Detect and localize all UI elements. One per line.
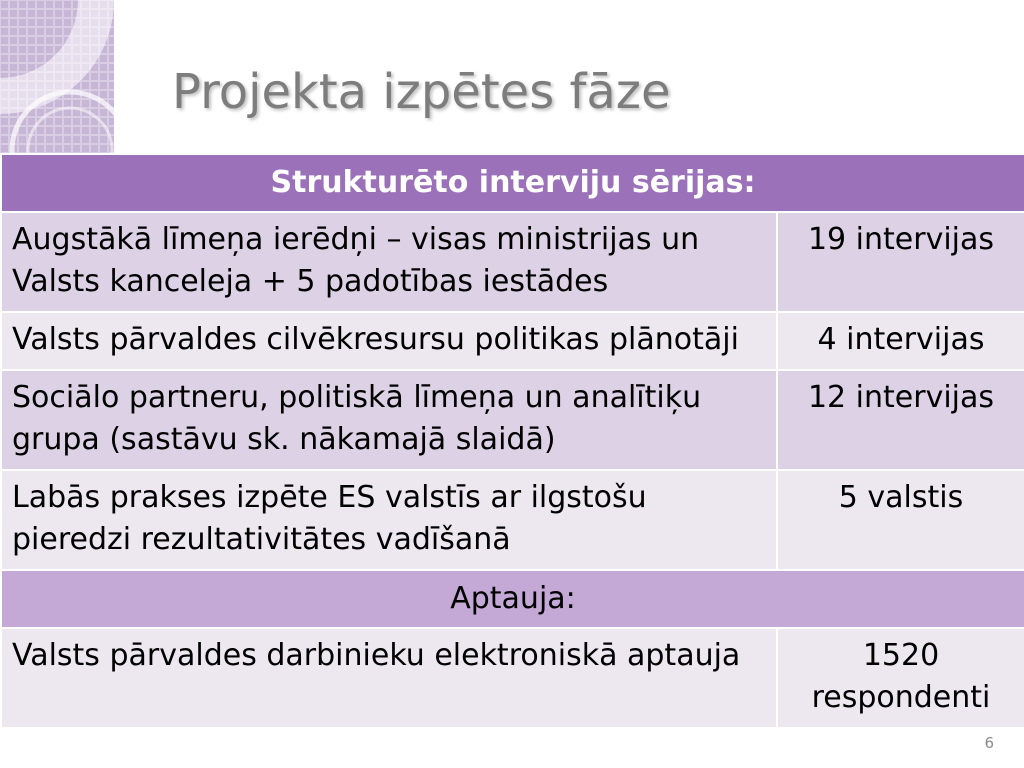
row-count: 19 intervijas xyxy=(777,212,1024,312)
table-row xyxy=(1,212,1024,312)
table-header-row xyxy=(1,154,1024,212)
survey-count: 1520 respondenti xyxy=(777,628,1024,728)
table-row xyxy=(1,470,1024,570)
row-count: 12 intervijas xyxy=(777,370,1024,470)
table-header: Strukturēto interviju sērijas: xyxy=(1,154,1024,212)
row-description: Valsts pārvaldes cilvēkresursu politikas plānotāji xyxy=(1,312,777,370)
row-description: Augstākā līmeņa ierēdņi – visas ministrijas un Valsts kanceleja + 5 padotības iestādes xyxy=(1,212,777,312)
slide-title: Projekta izpētes fāze xyxy=(172,64,671,120)
table-row xyxy=(1,370,1024,470)
survey-description: Valsts pārvaldes darbinieku elektroniskā aptauja xyxy=(1,628,777,728)
row-description: Labās prakses izpēte ES valstīs ar ilgstošu pieredzi rezultativitātes vadīšanā xyxy=(1,470,777,570)
corner-decoration xyxy=(0,0,114,160)
table-row xyxy=(1,628,1024,728)
table-subheader-row xyxy=(1,570,1024,628)
table-row xyxy=(1,312,1024,370)
row-count: 4 intervijas xyxy=(777,312,1024,370)
row-count: 5 valstis xyxy=(777,470,1024,570)
page-number: 6 xyxy=(984,734,994,752)
table-subheader: Aptauja: xyxy=(1,570,1024,628)
interview-table xyxy=(0,153,1024,729)
row-description: Sociālo partneru, politiskā līmeņa un analītiķu grupa (sastāvu sk. nākamajā slaidā) xyxy=(1,370,777,470)
